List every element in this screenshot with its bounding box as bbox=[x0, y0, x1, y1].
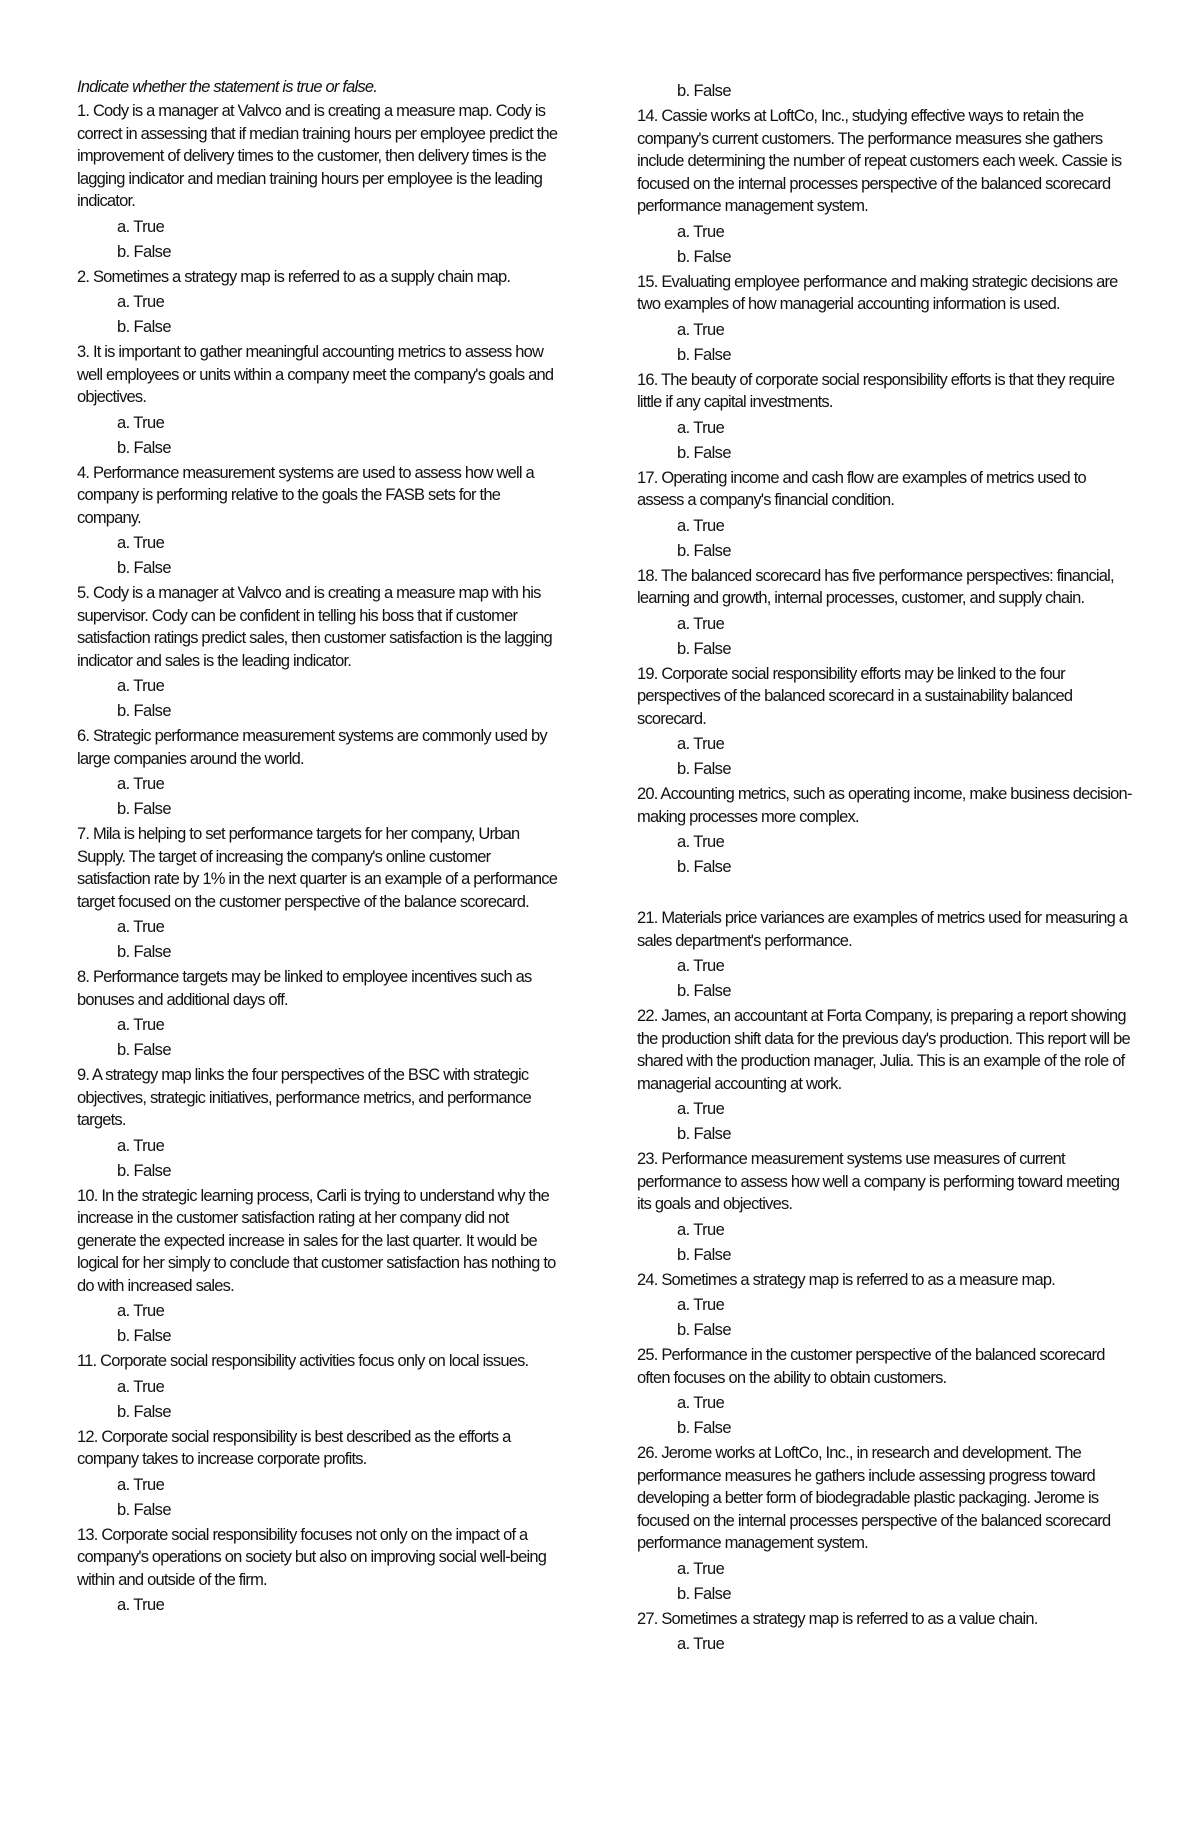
option-true: a. True bbox=[117, 1016, 165, 1034]
question-stem: 11. Corporate social responsibility activities focus only on local issues. bbox=[77, 1352, 529, 1370]
option-true: a. True bbox=[117, 918, 165, 936]
option-true: a. True bbox=[677, 1100, 725, 1118]
option-true: a. True bbox=[677, 1394, 725, 1412]
question-stem: 9. A strategy map links the four perspectives of the BSC with strategic objectives, strategic initiatives, performance metrics, and performance targets. bbox=[77, 1066, 531, 1129]
question-stem: 12. Corporate social responsibility is best described as the efforts a company takes to increase corporate profits. bbox=[77, 1427, 511, 1468]
option-false: b. False bbox=[677, 1125, 731, 1143]
question-stem: 25. Performance in the customer perspective of the balanced scorecard often focuses on the ability to obtain customers. bbox=[637, 1346, 1105, 1387]
question-stem: 16. The beauty of corporate social responsibility efforts is that they require little if any capital investments. bbox=[637, 370, 1115, 411]
option-false: b. False bbox=[117, 1161, 171, 1180]
option-true: a. True bbox=[117, 1377, 165, 1396]
option-true: a. True bbox=[677, 735, 725, 753]
option-false: b. False bbox=[677, 858, 731, 876]
option-false: b. False bbox=[117, 1402, 171, 1421]
section-spacer bbox=[637, 881, 1132, 907]
question-stem: 24. Sometimes a strategy map is referred to as a measure map. bbox=[637, 1270, 1055, 1289]
option-true: a. True bbox=[117, 1475, 165, 1494]
right-column bbox=[637, 80, 1132, 1658]
question-item bbox=[637, 907, 1132, 1002]
option-true: a. True bbox=[677, 320, 725, 339]
option-true: a. True bbox=[677, 1559, 725, 1578]
option-false: b. False bbox=[117, 702, 171, 720]
question-item bbox=[637, 1269, 1132, 1342]
question-stem: 19. Corporate social responsibility efforts may be linked to the four perspectives of the balanced scorecard in a sustainability balanced scorecard. bbox=[637, 664, 1073, 728]
option-false: b. False bbox=[677, 247, 731, 266]
option-true: a. True bbox=[677, 418, 725, 437]
question-stem: 7. Mila is helping to set performance targets for her company, Urban Supply. The target of increasing the company's online customer satisfaction rate by 1% in the next quarter is an example of a performance target focused on the customer perspective of the balance scorecard. bbox=[77, 825, 558, 911]
question-stem: 18. The balanced scorecard has five performance perspectives: financial, learning and growth, internal processes, customer, and supply chain. bbox=[637, 566, 1114, 607]
question-item bbox=[637, 1148, 1132, 1266]
option-false: b. False bbox=[677, 82, 731, 100]
option-true: a. True bbox=[677, 1635, 725, 1653]
question-stem: 21. Materials price variances are examples of metrics used for measuring a sales department's performance. bbox=[637, 909, 1128, 950]
question-stem: 23. Performance measurement systems use measures of current performance to assess how well a company is performing toward meeting its goals and objectives. bbox=[637, 1150, 1120, 1213]
question-item bbox=[77, 100, 567, 263]
question-item bbox=[77, 1524, 567, 1617]
question-item bbox=[77, 266, 567, 339]
question-stem: 17. Operating income and cash flow are examples of metrics used to assess a company's financial condition. bbox=[637, 468, 1086, 509]
question-item bbox=[637, 565, 1132, 660]
question-item bbox=[77, 823, 567, 963]
question-stem: 26. Jerome works at LoftCo, Inc., in research and development. The performance measures he gathers include assessing progress toward developing a better form of biodegradable plastic packaging. Jerome is focused on the internal processes perspective of the balanced scorecard performance management system. bbox=[637, 1444, 1111, 1552]
option-true: a. True bbox=[117, 413, 165, 432]
option-false: b. False bbox=[677, 1584, 731, 1603]
option-true: a. True bbox=[677, 1220, 725, 1239]
option-false: b. False bbox=[677, 345, 731, 364]
option-false: b. False bbox=[677, 1321, 731, 1339]
question-item bbox=[77, 582, 567, 722]
option-true: a. True bbox=[677, 957, 725, 975]
question-stem: 1. Cody is a manager at Valvco and is creating a measure map. Cody is correct in assessing that if median training hours per employee predict the improvement of delivery times to the customer, then delivery times is the lagging indicator and median training hours per employee is the leading indicator. bbox=[77, 102, 558, 210]
option-true: a. True bbox=[117, 1302, 165, 1320]
left-question-list bbox=[77, 100, 567, 1616]
question-item bbox=[77, 1350, 567, 1423]
question-stem: 20. Accounting metrics, such as operating income, make business decision-making processes more complex. bbox=[637, 785, 1132, 826]
option-false: b. False bbox=[117, 559, 171, 577]
question-item bbox=[637, 1608, 1132, 1656]
option-false: b. False bbox=[117, 1500, 171, 1519]
question-item bbox=[637, 369, 1132, 464]
question-stem: 13. Corporate social responsibility focuses not only on the impact of a company's operations on society but also on improving social well-being within and outside of the firm. bbox=[77, 1525, 547, 1589]
question-stem: 3. It is important to gather meaningful accounting metrics to assess how well employees or units within a company meet the company's goals and objectives. bbox=[77, 343, 554, 406]
option-false: b. False bbox=[117, 1327, 171, 1345]
question-stem: 6. Strategic performance measurement systems are commonly used by large companies around the world. bbox=[77, 727, 547, 768]
instructions: Indicate whether the statement is true or false. bbox=[77, 78, 378, 96]
question-item bbox=[637, 271, 1132, 366]
question-item bbox=[637, 467, 1132, 562]
question-item bbox=[637, 1442, 1132, 1605]
question-item bbox=[77, 341, 567, 459]
option-true: a. True bbox=[117, 1596, 165, 1614]
option-true: a. True bbox=[677, 1296, 725, 1314]
question-item bbox=[637, 783, 1132, 878]
option-false: b. False bbox=[677, 760, 731, 778]
option-false: b. False bbox=[117, 438, 171, 457]
option-true: a. True bbox=[117, 1136, 165, 1155]
question-item bbox=[637, 105, 1132, 268]
option-false: b. False bbox=[117, 242, 171, 261]
option-false: b. False bbox=[677, 982, 731, 1000]
question-stem: 10. In the strategic learning process, Carli is trying to understand why the increase in the customer satisfaction rating at her company did not generate the expected increase in sales for the last quarter. It would be logical for her simply to conclude that customer satisfaction has nothing to do with increased sales. bbox=[77, 1186, 556, 1295]
option-true: a. True bbox=[117, 293, 165, 311]
option-true: a. True bbox=[677, 516, 725, 535]
option-true: a. True bbox=[117, 534, 165, 552]
left-column bbox=[77, 76, 567, 1619]
question-item bbox=[637, 1344, 1132, 1439]
option-false: b. False bbox=[117, 1041, 171, 1059]
question-stem: 27. Sometimes a strategy map is referred to as a value chain. bbox=[637, 1609, 1038, 1628]
option-true: a. True bbox=[677, 614, 725, 633]
option-true: a. True bbox=[677, 833, 725, 851]
option-true: a. True bbox=[117, 677, 165, 695]
question-stem: 15. Evaluating employee performance and making strategic decisions are two examples of how managerial accounting information is used. bbox=[637, 272, 1118, 313]
option-false: b. False bbox=[677, 443, 731, 462]
question-stem: 22. James, an accountant at Forta Company, is preparing a report showing the production shift data for the previous day's production. This report will be shared with the production manager, Julia. This is an example of the role of managerial accounting at work. bbox=[637, 1007, 1130, 1093]
option-true: a. True bbox=[677, 222, 725, 241]
question-item bbox=[77, 966, 567, 1061]
question-item bbox=[77, 1064, 567, 1182]
question-stem: 5. Cody is a manager at Valvco and is creating a measure map with his supervisor. Cody can be confident in telling his boss that if customer satisfaction ratings predict sales, then customer satisfaction is the lagging indicator and sales is the leading indicator. bbox=[77, 584, 552, 670]
option-false: b. False bbox=[117, 318, 171, 336]
right-question-list bbox=[637, 105, 1132, 1655]
question-item bbox=[637, 663, 1132, 781]
option-false: b. False bbox=[677, 541, 731, 560]
question-stem: 4. Performance measurement systems are used to assess how well a company is performing relative to the goals the FASB sets for the company. bbox=[77, 463, 534, 527]
question-item bbox=[77, 462, 567, 580]
option-false: b. False bbox=[677, 639, 731, 658]
option-false: b. False bbox=[117, 800, 171, 818]
question-item bbox=[637, 1005, 1132, 1145]
option-true: a. True bbox=[117, 217, 165, 236]
question-stem: 8. Performance targets may be linked to employee incentives such as bonuses and additional days off. bbox=[77, 968, 532, 1009]
option-false: b. False bbox=[117, 943, 171, 961]
option-false: b. False bbox=[677, 1245, 731, 1264]
question-item bbox=[77, 1185, 567, 1348]
question-stem: 2. Sometimes a strategy map is referred to as a supply chain map. bbox=[77, 267, 511, 286]
option-false: b. False bbox=[677, 1419, 731, 1437]
question-stem: 14. Cassie works at LoftCo, Inc., studying effective ways to retain the company's current customers. The performance measures she gathers include determining the number of repeat customers each week. Cassie is focused on the internal processes perspective of the balanced scorecard performance management system. bbox=[637, 107, 1122, 215]
question-item bbox=[77, 725, 567, 820]
question-item bbox=[77, 1426, 567, 1521]
option-true: a. True bbox=[117, 775, 165, 793]
